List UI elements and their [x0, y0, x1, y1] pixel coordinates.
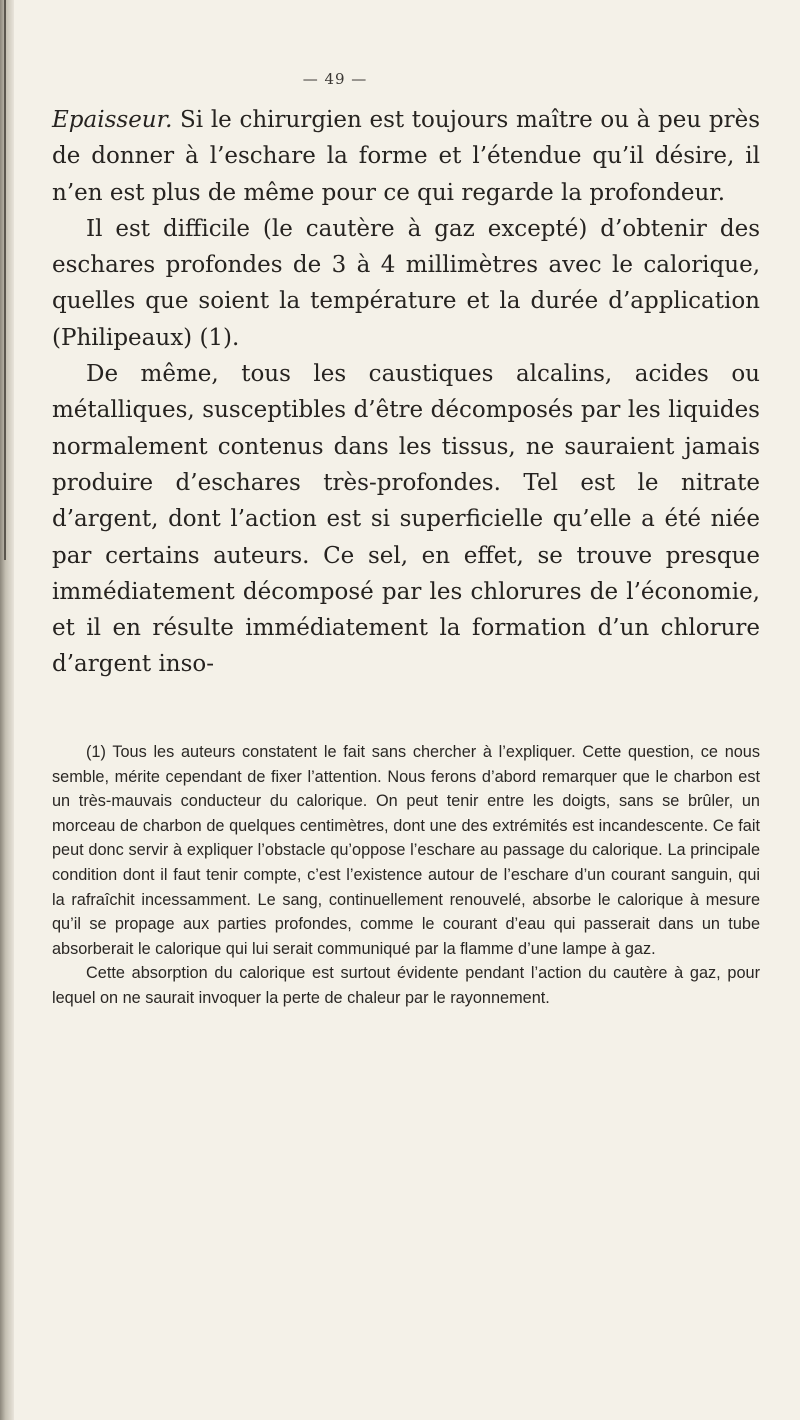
binding-shadow-line [4, 0, 6, 560]
page-binding-edge [0, 0, 14, 1420]
footnotes [52, 740, 760, 1011]
paragraph-calorique: Il est difficile (le cautère à gaz excepté) d’obtenir des eschares profondes de 3 à 4 millimètres avec le calorique, quelles que soient la température et la durée d’application (Philipeaux) (1). [52, 215, 760, 351]
main-text-body [52, 102, 760, 683]
footnote-1-continued: Cette absorption du calorique est surtout évidente pendant l’action du cautère à gaz, pour lequel on ne saurait invoquer la perte de chaleur par le rayonnement. [52, 964, 760, 1007]
section-lead-in: Epaisseur. [52, 107, 173, 133]
footnote-1: (1) Tous les auteurs constatent le fait sans chercher à l’expliquer. Cette question, ce nous semble, mérite cependant de fixer l’attention. Nous ferons d’abord remarquer que le charbon est un très-mauvais conducteur du calorique. On peut tenir entre les doigts, sans se brûler, un morceau de charbon de quelques centimètres, dont une des extrémités est incandescente. Ce fait peut donc servir à expliquer l’obstacle qu’oppose l’eschare au passage du calorique. La principale condition dont il faut tenir compte, c’est l’existence autour de l’eschare d’un courant sanguin, qui la rafraîchit incessamment. Le sang, continuellement renouvelé, absorbe le calorique à mesure qu’il se propage aux parties profondes, comme le courant d’eau qui passerait dans un tube absorberait le calorique qui lui serait communiqué par la flamme d’une lampe à gaz. [52, 743, 760, 958]
page-number: — 49 — [302, 70, 368, 88]
paragraph-epaisseur [52, 102, 760, 211]
paragraph-caustiques: De même, tous les caustiques alcalins, acides ou métalliques, susceptibles d’être décomposés par les liquides normalement contenus dans les tissus, ne sauraient jamais produire d’eschares très-profondes. Tel est le nitrate d’argent, dont l’action est si superficielle qu’elle a été niée par certains auteurs. Ce sel, en effet, se trouve presque immédiatement décomposé par les chlorures de l’économie, et il en résulte immédiatement la formation d’un chlorure d’argent inso- [52, 361, 760, 678]
paragraph-text: Si le chirurgien est toujours maître ou à peu près de donner à l’eschare la forme et l’étendue qu’il désire, il n’en est plus de même pour ce qui regarde la profondeur. [52, 107, 760, 206]
